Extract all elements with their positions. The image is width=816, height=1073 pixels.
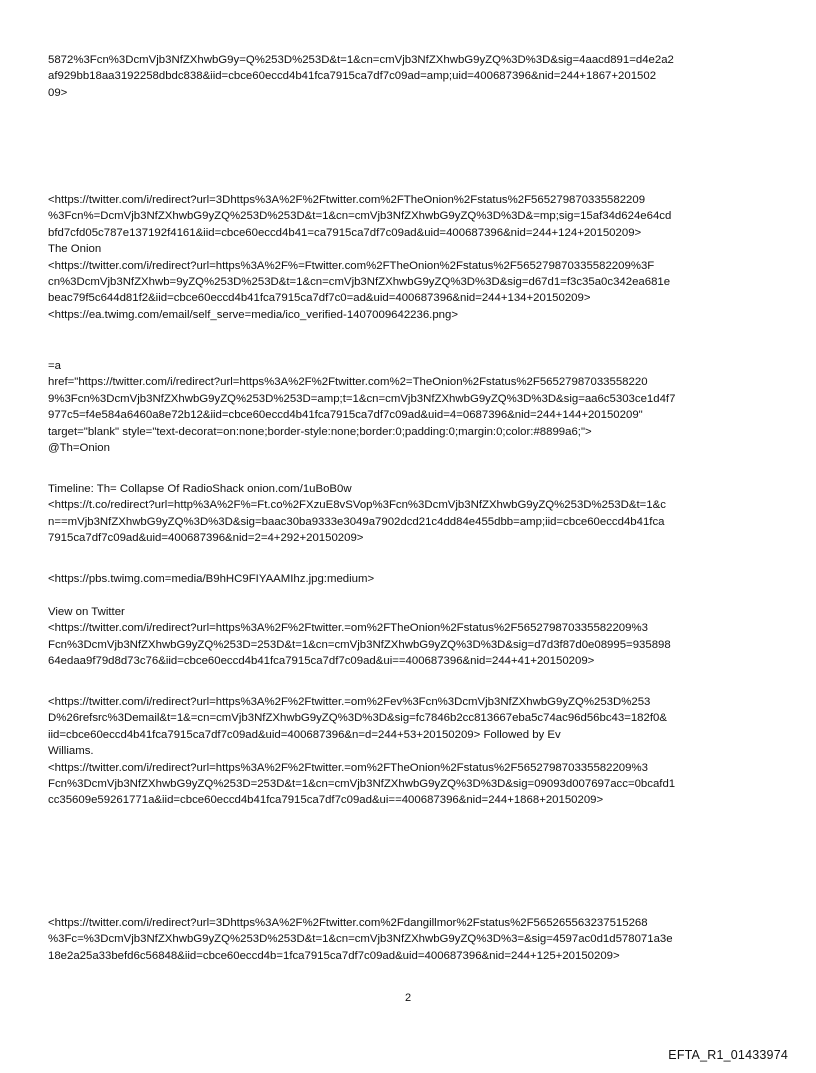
- bates-stamp: EFTA_R1_01433974: [668, 1048, 788, 1062]
- paragraph-timeline: Timeline: Th= Collapse Of RadioShack onion.com/1uBoB0w <https://t.co/redirect?url=http%3A%2F%=Ft.co%2FXzuE8vSVop%3Fcn%3DcmVjb3NfZXhwbG9yZQ%253D%253D&t=1&c n==mVjb3NfZXhwbG9yZQ%3D%3D&sig=baac30ba9333e3049a7902dcd21c4dd84e455dbb=amp;iid=cbce60eccd4b41fca 7915ca7df7c09ad&uid=400687396&nid=2=4+292+20150209>: [48, 483, 666, 545]
- paragraph-followed-by: <https://twitter.com/i/redirect?url=https%3A%2F%2Ftwitter.=om%2Fev%3Fcn%3DcmVjb3NfZXhwbG9yZQ%253D%253 D%26refsrc%3Demail&t=1&=cn=cmVjb3NfZXhwbG9yZQ%3D%3D&sig=fc7846b2cc813667eba5c74ac96d56bc43=182f0& iid=cbce60eccd4b41fca7915ca7df7c09ad&uid=400687396&n=d=244+53+20150209> Followed by Ev Williams. <https://twitter.com/i/redirect?url=https%3A%2F%2Ftwitter.=om%2FTheOnion%2Fstatus%2F565279870335582209%3 Fcn%3DcmVjb3NfZXhwbG9yZQ%253D=253D&t=1&cn=cmVjb3NfZXhwbG9yZQ%3D%3D&sig=09093d007697acc=0bcafd1 cc35609e59261771a&iid=cbce60eccd4b41fca7915ca7df7c09ad&ui==400687396&nid=244+1868+20150209>: [48, 696, 676, 807]
- paragraph-view-on-twitter: View on Twitter <https://twitter.com/i/redirect?url=https%3A%2F%2Ftwitter.=om%2FTheOnion%2Fstatus%2F565279870335582209%3 Fcn%3DcmVjb3NfZXhwbG9yZQ%253D=253D&t=1&cn=cmVjb3NfZXhwbG9yZQ%3D%3D&sig=d7d3f87d0e08995=935898 64edaa9f79d8d73c76&iid=cbce60eccd4b41fca7915ca7df7c09ad&ui==400687396&nid=244+41+20150209>: [48, 606, 671, 668]
- paragraph-the-onion-links: <https://twitter.com/i/redirect?url=3Dhttps%3A%2F%2Ftwitter.com%2FTheOnion%2Fstatus%2F565279870335582209 %3Fcn%=DcmVjb3NfZXhwbG9yZQ%253D%253D&t=1&cn=cmVjb3NfZXhwbG9yZQ%3D%3D&=mp;sig=15af34d624e64cd bfd7cfd05c787e137192f4161&iid=cbce60eccd4b41=ca7915ca7df7c09ad&uid=400687396&nid=244+124+20150209> The Onion <https://twitter.com/i/redirect?url=https%3A%2F%=Ftwitter.com%2FTheOnion%2Fstatus%2F565279870335582209%3F cn%3DcmVjb3NfZXhwb=9yZQ%253D%253D&t=1&cn=cmVjb3NfZXhwbG9yZQ%3D%3D&sig=d67d1=f3c35a0c342ea681e beac79f5c644d81f2&iid=cbce60eccd4b41fca7915ca7df7c0=ad&uid=400687396&nid=244+134+20150209> <https://ea.twimg.com/email/self_serve=media/ico_verified-1407009642236.png>: [48, 194, 672, 321]
- paragraph-redirect-url-1: 5872%3Fcn%3DcmVjb3NfZXhwbG9y=Q%253D%253D&t=1&cn=cmVjb3NfZXhwbG9yZQ%3D%3D&sig=4aacd891=d4e2a2 af929bb18aa3192258dbdc838&iid=cbce60eccd4b41fca7915ca7df7c09ad=amp;uid=400687396&nid=244+1867+201502 09>: [48, 54, 674, 99]
- paragraph-anchor-html: =a href="https://twitter.com/i/redirect?url=https%3A%2F%2Ftwitter.com%2=TheOnion%2Fstatus%2F56527987033558220 9%3Fcn%3DcmVjb3NfZXhwbG9yZQ%253D%253D=amp;t=1&cn=cmVjb3NfZXhwbG9yZQ%3D%3D&sig=aa6c5303ce1d4f7 977c5=f4e584a6460a8e72b12&iid=cbce60eccd4b41fca7915ca7df7c09ad&uid=4=0687396&nid=244+144+20150209" target="blank" style="text-decorat=on:none;border-style:none;border:0;padding:0;margin:0;color:#8899a6;"> @Th=Onion: [48, 360, 676, 455]
- paragraph-image-link: <https://pbs.twimg.com=media/B9hHC9FIYAAMIhz.jpg:medium>: [48, 573, 375, 585]
- paragraph-dangillmor-link: <https://twitter.com/i/redirect?url=3Dhttps%3A%2F%2Ftwitter.com%2Fdangillmor%2Fstatus%2F565265563237515268 %3Fc=%3DcmVjb3NfZXhwbG9yZQ%253D%253D&t=1&cn=cmVjb3NfZXhwbG9yZQ%3D%3=&sig=4597ac0d1d578071a3e 18e2a25a33befd6c56848&iid=cbce60eccd4b=1fca7915ca7df7c09ad&uid=400687396&nid=244+125+20150209>: [48, 917, 673, 962]
- page-number: 2: [404, 992, 412, 1004]
